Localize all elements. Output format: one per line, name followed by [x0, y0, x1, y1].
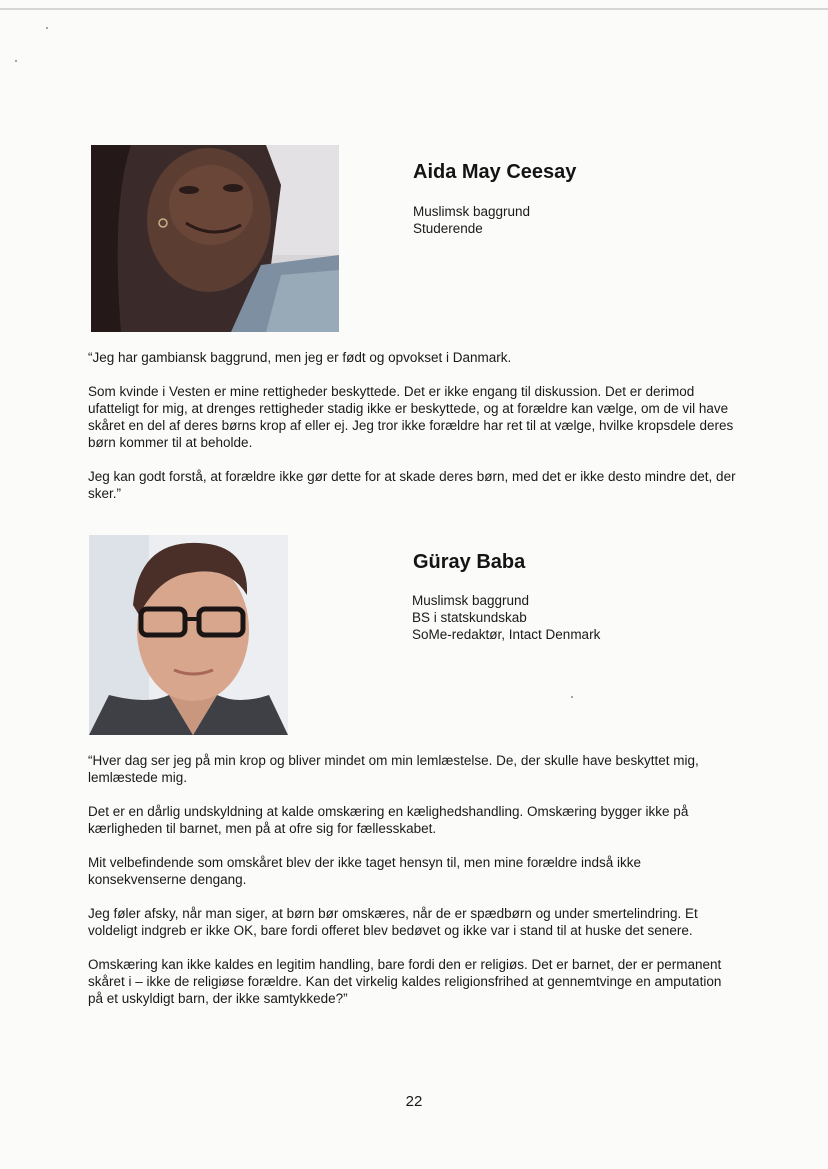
profile-name: Güray Baba — [413, 551, 526, 573]
portrait-image — [91, 145, 339, 332]
profile-details — [412, 592, 600, 643]
profile-background: Muslimsk baggrund — [412, 593, 530, 608]
quote-paragraph: “Jeg har gambiansk baggrund, men jeg er født og opvokset i Danmark. — [88, 350, 512, 365]
quote-paragraph: Omskæring kan ikke kaldes en legitim handling, bare fordi den er religiøs. Det er barnet, der er permanent skåret i – ikke de religiøse forældre. Kan det virkelig kaldes religionsfrihed at gennemtvinge en amputation på et uskyldigt barn, der ikke samtykkede?” — [88, 957, 722, 1006]
portrait-image — [89, 535, 288, 735]
profile-photo-aida — [91, 145, 339, 332]
quote-paragraph: Mit velbefindende som omskåret blev der ikke taget hensyn til, men mine forældre indså ikke konsekvenserne dengang. — [88, 855, 642, 887]
profile-occupation: SoMe-redaktør, Intact Denmark — [412, 627, 601, 642]
quote-paragraph: Jeg kan godt forstå, at forældre ikke gør dette for at skade deres børn, med det er ikke desto mindre det, der sker.” — [88, 469, 736, 501]
quote-paragraph: “Hver dag ser jeg på min krop og bliver mindet om min lemlæstelse. De, der skulle have beskyttet mig, lemlæstede mig. — [88, 753, 699, 785]
scan-edge — [0, 8, 828, 10]
quote-paragraph: Jeg føler afsky, når man siger, at børn bør omskæres, når de er spædbørn og under smertelindring. Et voldeligt indgreb er ikke OK, bare fordi offeret blev bedøvet og ikke var i stand til at huske det senere. — [88, 906, 698, 938]
scan-speck — [571, 696, 573, 698]
profile-background: Muslimsk baggrund — [413, 204, 531, 219]
profile-details — [413, 203, 530, 237]
profile-occupation: Studerende — [413, 221, 483, 236]
profile-education: BS i statskundskab — [412, 610, 527, 625]
profile-name: Aida May Ceesay — [413, 161, 577, 183]
profile-quote — [88, 349, 736, 502]
scan-speck — [46, 27, 48, 29]
quote-paragraph: Som kvinde i Vesten er mine rettigheder beskyttede. Det er ikke engang til diskussion. Det er derimod ufatteligt for mig, at drenges rettigheder stadig ikke er beskyttede, og at forældre kan vælge, om de vil have skåret en del af deres børns krop af eller ej. Jeg tror ikke forældre har ret til at vælge, hvilke kropsdele deres børn kommer til at beholde. — [88, 384, 734, 450]
page-number: 22 — [405, 1093, 423, 1110]
quote-paragraph: Det er en dårlig undskyldning at kalde omskæring en kælighedshandling. Omskæring bygger ikke på kærligheden til barnet, men på at ofre sig for fællesskabet. — [88, 804, 689, 836]
profile-photo-guray — [89, 535, 288, 735]
profile-quote — [88, 752, 736, 1007]
scan-speck — [15, 60, 17, 62]
